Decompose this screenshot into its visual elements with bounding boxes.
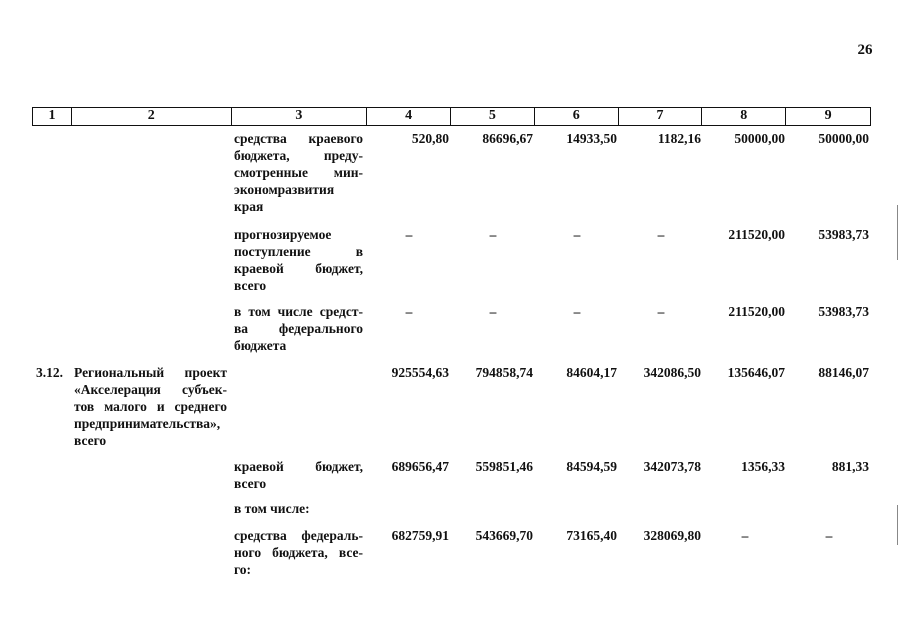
table-row [32, 130, 871, 215]
header-col-8: 8 [702, 108, 786, 125]
value-cell-col-5: 543669,70 [475, 528, 533, 543]
row-title [71, 527, 231, 578]
row-title-line: предпринимательства», [74, 416, 221, 431]
row-source [231, 500, 367, 517]
value-cell-col-6: – [573, 227, 581, 242]
value-cell-col-6: 14933,50 [566, 131, 617, 146]
value-cell-col-6 [535, 500, 619, 517]
table-row [32, 303, 871, 354]
table-row [32, 364, 871, 449]
value-cell-col-7: – [657, 227, 665, 242]
row-source [231, 130, 367, 215]
row-source-line: средства федераль- [234, 528, 363, 543]
value-cell-col-6: 73165,40 [566, 528, 617, 543]
row-source-line: смотренные мин- [234, 165, 363, 180]
row-number [32, 500, 71, 517]
row-title-line: тов малого и среднего [74, 399, 227, 414]
value-cell-col-8 [703, 500, 787, 517]
value-cell-col-5 [451, 500, 535, 517]
row-source [231, 226, 367, 294]
value-cell-col-4: 689656,47 [391, 459, 449, 474]
table-row [32, 500, 871, 517]
row-title-line: «Акселерация субъек- [74, 382, 227, 397]
row-source-line: в том числе: [234, 501, 310, 516]
value-cell-col-9 [787, 500, 871, 517]
value-cell-col-4: 520,80 [411, 131, 449, 146]
value-cell-col-7: 1182,16 [657, 131, 701, 146]
value-cell-col-6: 84604,17 [566, 365, 617, 380]
scan-edge-mark [897, 205, 898, 260]
value-cell-col-9: 53983,73 [818, 227, 869, 242]
value-cell-col-8: – [741, 528, 749, 543]
value-cell-col-4: – [405, 227, 413, 242]
value-cell-col-4: – [405, 304, 413, 319]
header-col-3: 3 [232, 108, 368, 125]
row-source-line: прогнозируемое [234, 227, 332, 242]
row-source-line: бюджета [234, 338, 287, 353]
value-cell-col-8: 50000,00 [734, 131, 785, 146]
row-number: 3.12. [36, 365, 63, 380]
value-cell-col-9: 88146,07 [818, 365, 869, 380]
row-title [71, 458, 231, 492]
value-cell-col-5: – [489, 304, 497, 319]
row-source-line: краевой бюджет, [234, 459, 363, 474]
row-number [32, 226, 71, 294]
value-cell-col-5: 794858,74 [475, 365, 533, 380]
table-header-row [32, 107, 871, 126]
row-title-line: Региональный проект [74, 365, 227, 380]
header-col-9: 9 [824, 108, 832, 123]
header-col-1: 1 [33, 108, 72, 125]
row-title [71, 500, 231, 517]
value-cell-col-5: 86696,67 [482, 131, 533, 146]
row-title [71, 226, 231, 294]
row-source-line: краевой бюджет, [234, 261, 363, 276]
row-number [32, 303, 71, 354]
value-cell-col-7: 342073,78 [643, 459, 701, 474]
row-source-line: края [234, 199, 264, 214]
header-col-7: 7 [619, 108, 703, 125]
value-cell-col-8: 211520,00 [728, 304, 785, 319]
row-source-line: ва федерального [234, 321, 363, 336]
row-number [32, 130, 71, 215]
row-source-line: ного бюджета, все- [234, 545, 363, 560]
table-row [32, 226, 871, 294]
value-cell-col-7: – [657, 304, 665, 319]
row-title [71, 303, 231, 354]
row-number [32, 527, 71, 578]
table-row [32, 527, 871, 578]
header-col-2: 2 [72, 108, 232, 125]
row-source-line: бюджета, преду- [234, 148, 363, 163]
row-source [231, 364, 367, 449]
value-cell-col-8: 1356,33 [741, 459, 785, 474]
row-source-line: поступление в [234, 244, 363, 259]
row-source [231, 303, 367, 354]
row-title [71, 364, 231, 449]
row-title [71, 130, 231, 215]
row-source [231, 527, 367, 578]
value-cell-col-9: 50000,00 [818, 131, 869, 146]
value-cell-col-4: 682759,91 [391, 528, 449, 543]
header-col-4: 4 [367, 108, 451, 125]
row-source-line: в том числе средст- [234, 304, 363, 319]
value-cell-col-7: 342086,50 [643, 365, 701, 380]
header-col-5: 5 [451, 108, 535, 125]
row-number [32, 458, 71, 492]
value-cell-col-4: 925554,63 [391, 365, 449, 380]
value-cell-col-8: 211520,00 [728, 227, 785, 242]
value-cell-col-5: 559851,46 [475, 459, 533, 474]
value-cell-col-9: – [825, 528, 833, 543]
scan-edge-mark [897, 505, 898, 545]
value-cell-col-9: 881,33 [831, 459, 869, 474]
row-source-line: средства краевого [234, 131, 363, 146]
value-cell-col-6: 84594,59 [566, 459, 617, 474]
value-cell-col-4 [367, 500, 451, 517]
value-cell-col-7: 328069,80 [643, 528, 701, 543]
row-source-line: экономразвития [234, 182, 335, 197]
value-cell-col-6: – [573, 304, 581, 319]
value-cell-col-7 [619, 500, 703, 517]
table-row [32, 458, 871, 492]
value-cell-col-9: 53983,73 [818, 304, 869, 319]
row-source [231, 458, 367, 492]
value-cell-col-5: – [489, 227, 497, 242]
value-cell-col-8: 135646,07 [727, 365, 785, 380]
header-col-6: 6 [535, 108, 619, 125]
row-source-line: всего [234, 476, 267, 491]
page-number: 26 [857, 42, 873, 58]
row-title-line: всего [74, 433, 107, 448]
row-source-line: всего [234, 278, 267, 293]
row-source-line: го: [234, 562, 252, 577]
